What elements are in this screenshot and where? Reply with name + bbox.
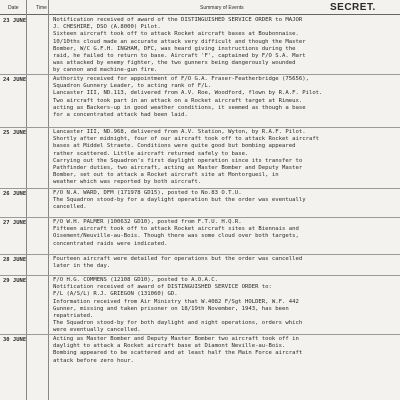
entry-row <box>0 128 400 189</box>
entry-text: F/O H.G. COMMENS (12108 GD10), posted to A.O.A.C. Notification received of award of DISTINGUISHED SERVICE ORDER to: F/L (A/S/L) R.J. GRIEGON (131060) GD. Information received from Air Ministry that W.4082 F/Sgt HOLDER, W.F. 442 Gunner, missing and taken prisoner on 18/19th November, 1943, has been repatriated. The Squadron stood-by for both daylight and night operations, orders which were eventually cancelled. <box>53 277 303 334</box>
entry-text: Notification received of award of the DISTINGUISHED SERVICE ORDER to MAJOR J. CHESHIRE, DSO (A.8000) Pilot. Sixteen aircraft took off to attack Rocket aircraft bases at Boubonnaise. 10/10ths cloud made an accurate attack very difficult and though the Master Bomber, W/C G.F.H. INGHAM, DFC, was heard giving instructions during the raid, he failed to return to base. Aircraft 'F', captained by F/O S.A. Mart was attacked by enemy fighter, the two gunners being dangerously wounded by cannon and machine-gun fire. <box>53 17 306 74</box>
entry-row <box>0 255 400 276</box>
entry-date: 26 JUNE <box>3 191 27 197</box>
time-column-header: Time <box>36 5 47 11</box>
classification-stamp: SECRET. <box>330 2 376 13</box>
entry-text: F/O W.H. PALMER (100632 GD10), posted from F.T.U. H.Q.R. Fifteen aircraft took off to attack Rocket aircraft sites at Biennais and Oisement/Neuville-au-Bois. Though there was some cloud over both targets, concentrated raids were indicated. <box>53 219 299 247</box>
entry-date: 25 JUNE <box>3 130 27 136</box>
entry-text: Authority received for appointment of F/O G.A. Fraser-Featherbridge (75656), Squadron Gunnery Leader, to acting rank of F/L. Lancaster III, ND.113, delivered from A.V. Roe, Woodford, flown by R.A.F. Pilot. Two aircraft took part in an attack on a Rocket aircraft target at Rimeux. acting as Backers-up in good weather conditions, it seemed as though a base for a concentrated attack had been laid. <box>53 76 323 119</box>
entry-row <box>0 189 400 218</box>
header-rule <box>0 14 400 15</box>
entry-row <box>0 276 400 335</box>
entry-date: 29 JUNE <box>3 278 27 284</box>
entry-row <box>0 16 400 75</box>
entry-date: 27 JUNE <box>3 220 27 226</box>
date-column-header: Date <box>8 5 19 11</box>
entry-text: Fourteen aircraft were detailed for operations but the order was cancelled later in the day. <box>53 256 303 270</box>
entry-date: 30 JUNE <box>3 337 27 343</box>
entry-text: Lancaster III, ND.968, delivered from A.V. Station, Wyton, by R.A.F. Pilot. Shortly after midnight, four of our aircraft took off to attack Rocket aircraft bases at Middel Straete. Conditions were quite good but bombing appeared rather scattered. Little aircraft returned safely to base. Carrying out the Squadron's first daylight operation since its transfer to Pathfinder duties, two aircraft, acting as Master Bomber and Deputy Master Bomber, set out to attack a Rocket aircraft site at Montorgueil, in weather which was reported by both aircraft. <box>53 129 320 186</box>
entry-row <box>0 218 400 255</box>
entry-date: 23 JUNE <box>3 18 27 24</box>
summary-column-header: Summary of Events <box>200 5 244 11</box>
entry-text: Acting as Master Bomber and Deputy Master Bomber two aircraft took off in daylight to attack a Rocket aircraft base at Diamont Neville-au-Bois. Bombing appeared to be scattered and at least half the Main Force aircraft attack before zero hour. <box>53 336 303 364</box>
entry-row <box>0 75 400 128</box>
entry-date: 24 JUNE <box>3 77 27 83</box>
entry-date: 28 JUNE <box>3 257 27 263</box>
entry-text: F/O N.A. WARD, DFM (171978 GD15), posted to No.83 O.T.U. The Squadron stood-by for a daylight operation but the order was eventually cancelled. <box>53 190 306 211</box>
entry-row <box>0 335 400 397</box>
